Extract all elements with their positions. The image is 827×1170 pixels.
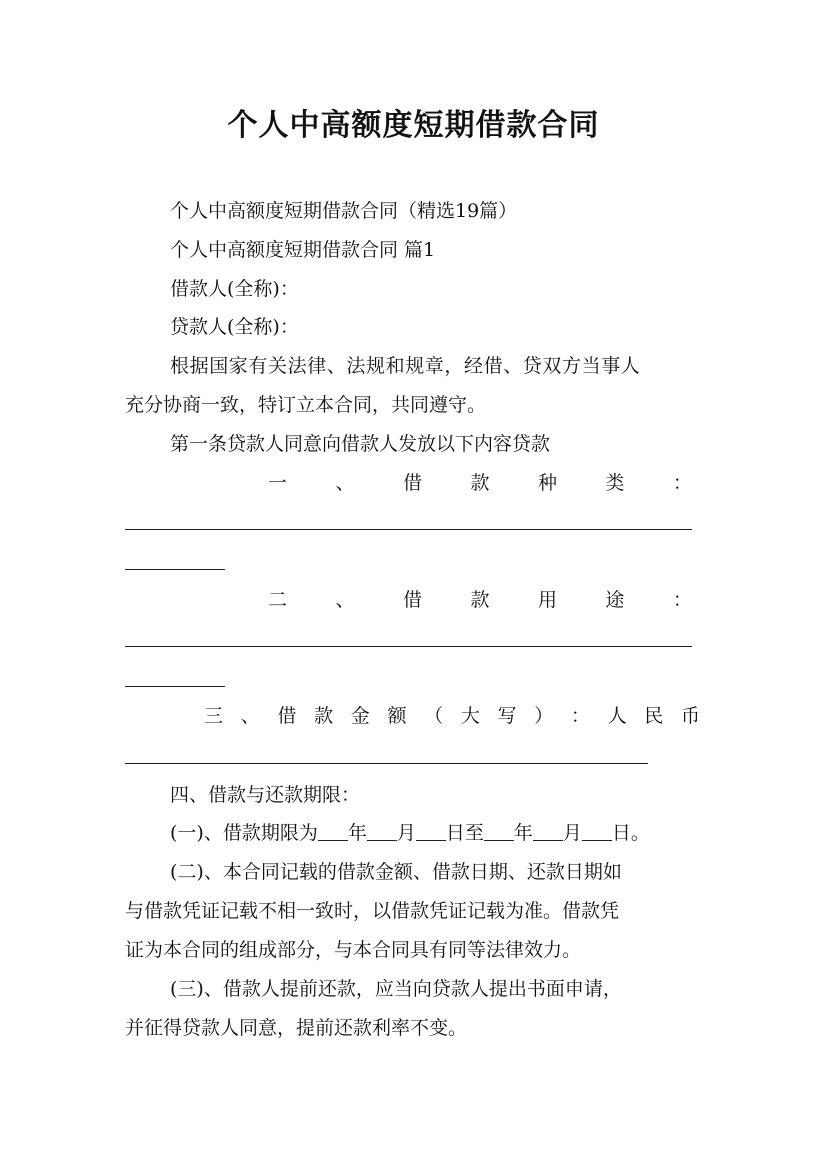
fill-in-rule: [125, 646, 692, 647]
item-2-char: 二: [268, 589, 288, 611]
blank-field: [582, 820, 612, 841]
fill-in-rule: [125, 529, 692, 530]
item-2-char: 款: [470, 589, 490, 611]
item-2-char: ：: [672, 589, 692, 611]
item-3-char: （: [424, 705, 444, 727]
term-clause: [170, 820, 650, 846]
blank-field: [533, 820, 563, 841]
item-3-char: ）: [534, 705, 554, 727]
blank-field: [484, 820, 514, 841]
item-3-char: 三: [204, 705, 224, 727]
item-3-char: 币: [680, 705, 700, 727]
item-2-char: 、: [335, 589, 355, 611]
clause-2-line-2: 与借款凭证记载不相一致时，以借款凭证记载为准。借款凭: [125, 900, 620, 922]
lender-line: 贷款人(全称)：: [170, 316, 299, 338]
document-subtitle: 个人中高额度短期借款合同（精选19篇）: [170, 200, 518, 222]
clause-3-line-1: (三)、借款人提前还款，应当向贷款人提出书面申请，: [170, 978, 622, 1000]
clause-2-line-1: (二)、本合同记载的借款金额、借款日期、还款日期如: [170, 861, 622, 883]
item-1-loan-type: [268, 470, 692, 496]
term-text: 月: [396, 822, 416, 844]
fill-in-rule: [125, 763, 648, 764]
item-3-char: 、: [240, 705, 260, 727]
item-1-char: 一: [268, 472, 288, 494]
borrower-line: 借款人(全称)：: [170, 278, 299, 300]
item-1-char: 款: [470, 472, 490, 494]
term-text: 年: [347, 822, 367, 844]
article-1-heading: 第一条贷款人同意向借款人发放以下内容贷款: [170, 433, 551, 455]
item-2-char: 用: [537, 589, 557, 611]
blank-field: [367, 820, 397, 841]
item-3-char: 借: [277, 705, 297, 727]
term-text: 月: [562, 822, 582, 844]
intro-paragraph-line-2: 充分协商一致，特订立本合同，共同遵守。: [125, 394, 487, 416]
item-1-char: ：: [672, 472, 692, 494]
item-3-loan-amount: [204, 703, 700, 729]
term-text: 年: [513, 822, 533, 844]
item-3-char: 人: [607, 705, 627, 727]
term-text: 日至: [445, 822, 484, 844]
clause-2-line-3: 证为本合同的组成部分，与本合同具有同等法律效力。: [125, 939, 582, 961]
clause-3-line-2: 并征得贷款人同意，提前还款利率不变。: [125, 1017, 468, 1039]
term-text: (一)、借款期限为: [170, 822, 318, 844]
chapter-heading: 个人中高额度短期借款合同 篇1: [170, 239, 436, 261]
item-1-char: 种: [537, 472, 557, 494]
item-3-char: 大: [460, 705, 480, 727]
item-2-char: 途: [605, 589, 625, 611]
item-1-char: 借: [402, 472, 422, 494]
item-3-char: 金: [350, 705, 370, 727]
document-title: 个人中高额度短期借款合同: [227, 108, 600, 143]
item-3-char: 额: [387, 705, 407, 727]
item-2-loan-purpose: [268, 587, 692, 613]
fill-in-rule: [125, 686, 225, 687]
blank-field: [416, 820, 446, 841]
fill-in-rule: [125, 569, 225, 570]
item-3-char: 民: [644, 705, 664, 727]
item-1-char: 类: [605, 472, 625, 494]
term-text: 日。: [611, 822, 650, 844]
item-3-char: ：: [570, 705, 590, 727]
section-4-heading: 四、借款与还款期限：: [170, 784, 361, 806]
item-3-char: 款: [314, 705, 334, 727]
blank-field: [318, 820, 348, 841]
item-1-char: 、: [335, 472, 355, 494]
intro-paragraph-line-1: 根据国家有关法律、法规和规章，经借、贷双方当事人: [170, 355, 641, 377]
item-2-char: 借: [402, 589, 422, 611]
item-3-char: 写: [497, 705, 517, 727]
